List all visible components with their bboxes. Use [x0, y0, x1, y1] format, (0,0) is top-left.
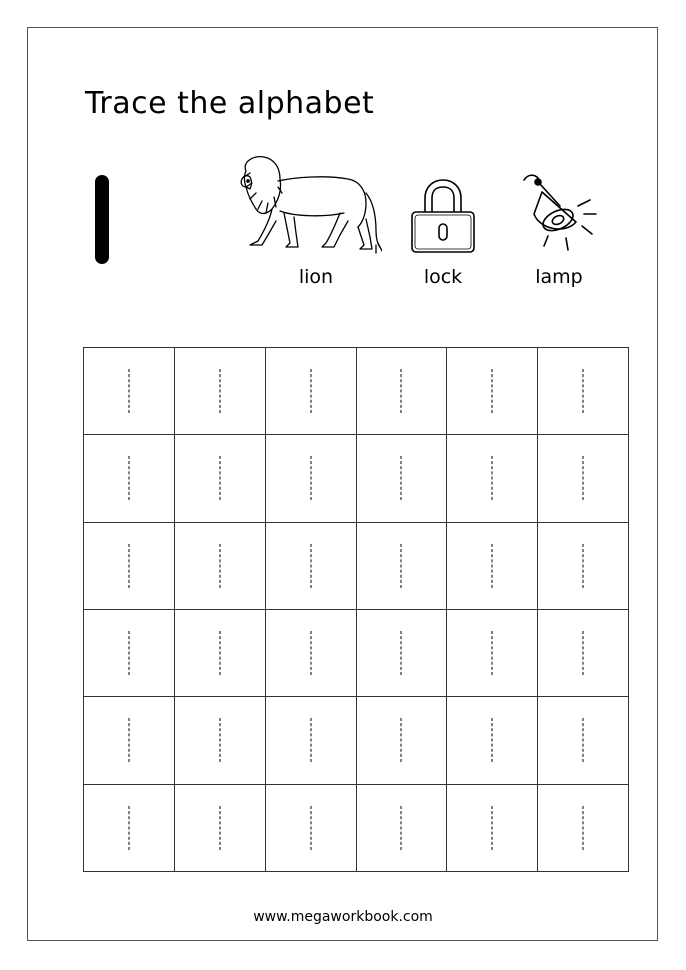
dashed-letter-l — [219, 718, 220, 762]
dashed-letter-l — [401, 456, 402, 500]
lock-icon — [408, 178, 478, 254]
dashed-letter-l — [583, 544, 584, 588]
tracing-cell — [447, 435, 538, 522]
tracing-cell — [175, 435, 266, 522]
tracing-cell — [266, 785, 357, 872]
tracing-cell — [538, 610, 629, 697]
dashed-letter-l — [219, 806, 220, 850]
tracing-cell — [447, 523, 538, 610]
tracing-cell — [266, 348, 357, 435]
dashed-letter-l — [492, 369, 493, 413]
dashed-letter-l — [219, 631, 220, 675]
dashed-letter-l — [401, 631, 402, 675]
tracing-cell — [266, 610, 357, 697]
tracing-cell — [538, 348, 629, 435]
tracing-cell — [447, 348, 538, 435]
tracing-cell — [538, 785, 629, 872]
dashed-letter-l — [583, 718, 584, 762]
tracing-cell — [84, 785, 175, 872]
tracing-cell — [266, 435, 357, 522]
lamp-icon — [520, 170, 608, 256]
dashed-letter-l — [219, 369, 220, 413]
dashed-letter-l — [128, 718, 129, 762]
tracing-cell — [447, 785, 538, 872]
footer-url: www.megaworkbook.com — [253, 909, 433, 925]
dashed-letter-l — [128, 544, 129, 588]
picture-label-lion: lion — [298, 266, 334, 288]
dashed-letter-l — [492, 631, 493, 675]
dashed-letter-l — [128, 369, 129, 413]
tracing-cell — [266, 697, 357, 784]
tracing-grid — [83, 347, 629, 872]
tracing-cell — [84, 610, 175, 697]
dashed-letter-l — [128, 456, 129, 500]
tracing-cell — [175, 523, 266, 610]
dashed-letter-l — [492, 456, 493, 500]
dashed-letter-l — [401, 369, 402, 413]
picture-label-lock: lock — [423, 266, 463, 288]
tracing-cell — [538, 435, 629, 522]
tracing-cell — [84, 523, 175, 610]
tracing-cell — [538, 697, 629, 784]
dashed-letter-l — [401, 718, 402, 762]
tracing-cell — [357, 697, 448, 784]
dashed-letter-l — [401, 544, 402, 588]
dashed-letter-l — [492, 806, 493, 850]
tracing-cell — [84, 348, 175, 435]
tracing-cell — [447, 697, 538, 784]
example-letter-l — [95, 175, 109, 264]
tracing-cell — [84, 435, 175, 522]
dashed-letter-l — [583, 806, 584, 850]
tracing-cell — [447, 610, 538, 697]
dashed-letter-l — [583, 631, 584, 675]
dashed-letter-l — [310, 806, 311, 850]
tracing-cell — [266, 523, 357, 610]
dashed-letter-l — [583, 369, 584, 413]
dashed-letter-l — [128, 631, 129, 675]
dashed-letter-l — [310, 369, 311, 413]
dashed-letter-l — [310, 456, 311, 500]
tracing-cell — [175, 348, 266, 435]
dashed-letter-l — [310, 544, 311, 588]
dashed-letter-l — [492, 718, 493, 762]
tracing-cell — [175, 610, 266, 697]
tracing-cell — [357, 785, 448, 872]
tracing-cell — [84, 697, 175, 784]
dashed-letter-l — [128, 806, 129, 850]
dashed-letter-l — [219, 456, 220, 500]
tracing-cell — [357, 435, 448, 522]
dashed-letter-l — [401, 806, 402, 850]
tracing-cell — [175, 785, 266, 872]
dashed-letter-l — [583, 456, 584, 500]
page-title: Trace the alphabet — [85, 86, 375, 121]
tracing-cell — [175, 697, 266, 784]
dashed-letter-l — [219, 544, 220, 588]
tracing-cell — [357, 523, 448, 610]
dashed-letter-l — [492, 544, 493, 588]
dashed-letter-l — [310, 718, 311, 762]
tracing-cell — [357, 610, 448, 697]
lion-icon — [236, 153, 382, 255]
picture-label-lamp: lamp — [535, 266, 583, 288]
tracing-cell — [357, 348, 448, 435]
tracing-cell — [538, 523, 629, 610]
dashed-letter-l — [310, 631, 311, 675]
